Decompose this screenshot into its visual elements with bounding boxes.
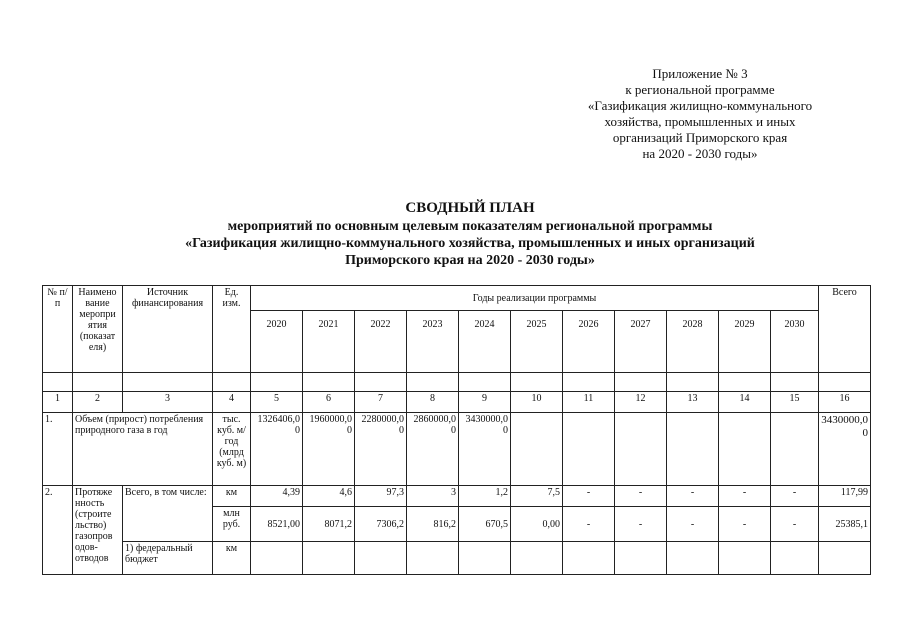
header-year: 2030 bbox=[771, 311, 819, 373]
row-value: - bbox=[563, 507, 615, 542]
appendix-line: хозяйства, промышленных и иных bbox=[604, 114, 796, 129]
row-value: 1960000,00 bbox=[303, 413, 355, 486]
header-year: 2027 bbox=[615, 311, 667, 373]
row-name: Объем (прирост) потребления природного газа в год bbox=[73, 413, 213, 486]
header-year: 2023 bbox=[407, 311, 459, 373]
appendix-line: организаций Приморского края bbox=[612, 130, 788, 145]
header-num: № п/п bbox=[43, 286, 73, 373]
header-name: Наимено вание меропри ятия (показат еля) bbox=[73, 286, 123, 373]
row-unit: тыс. куб. м/ год (млрд куб. м) bbox=[213, 413, 251, 486]
title-line: «Газификация жилищно-коммунального хозяйства, промышленных и иных организаций bbox=[185, 236, 755, 251]
header-year: 2022 bbox=[355, 311, 407, 373]
header-year: 2029 bbox=[719, 311, 771, 373]
row-value bbox=[771, 413, 819, 486]
column-number: 1 bbox=[43, 392, 73, 413]
row-value bbox=[719, 413, 771, 486]
appendix-line: «Газификация жилищно-коммунального bbox=[587, 98, 813, 113]
row-value bbox=[615, 413, 667, 486]
appendix-line: на 2020 - 2030 годы» bbox=[642, 146, 758, 161]
column-number: 4 bbox=[213, 392, 251, 413]
column-number: 3 bbox=[123, 392, 213, 413]
summary-plan-table bbox=[42, 285, 871, 575]
row-total: 25385,1 bbox=[819, 507, 871, 542]
row-value: 4,39 bbox=[251, 486, 303, 507]
column-number: 15 bbox=[771, 392, 819, 413]
column-number: 2 bbox=[73, 392, 123, 413]
row-value: 1326406,00 bbox=[251, 413, 303, 486]
row-source: 1) федеральный бюджет bbox=[123, 542, 213, 575]
row-value: 816,2 bbox=[407, 507, 459, 542]
header-year: 2028 bbox=[667, 311, 719, 373]
spacer-row bbox=[43, 373, 871, 392]
column-number: 10 bbox=[511, 392, 563, 413]
header-unit: Ед. изм. bbox=[213, 286, 251, 373]
row-value: 3430000,00 bbox=[459, 413, 511, 486]
row-value: - bbox=[563, 486, 615, 507]
row-value: 8071,2 bbox=[303, 507, 355, 542]
header-row bbox=[43, 286, 871, 311]
row-value: - bbox=[771, 486, 819, 507]
title-line: мероприятий по основным целевым показателям региональной программы bbox=[227, 219, 713, 234]
row-value: 2860000,00 bbox=[407, 413, 459, 486]
header-total: Всего bbox=[819, 286, 871, 373]
column-number: 12 bbox=[615, 392, 667, 413]
column-number: 14 bbox=[719, 392, 771, 413]
row-num: 2. bbox=[43, 486, 73, 575]
header-year: 2021 bbox=[303, 311, 355, 373]
row-value: - bbox=[615, 486, 667, 507]
header-year: 2026 bbox=[563, 311, 615, 373]
row-value bbox=[511, 413, 563, 486]
column-number: 7 bbox=[355, 392, 407, 413]
appendix-line: Приложение № 3 bbox=[652, 66, 748, 81]
title-line: Приморского края на 2020 - 2030 годы» bbox=[345, 253, 595, 268]
row-value: 7,5 bbox=[511, 486, 563, 507]
row-unit: млн руб. bbox=[213, 507, 251, 542]
row-value: 4,6 bbox=[303, 486, 355, 507]
header-years-group: Годы реализации программы bbox=[251, 286, 819, 311]
table-row bbox=[43, 486, 871, 507]
row-source: Всего, в том числе: bbox=[123, 486, 213, 542]
document-title bbox=[120, 200, 820, 269]
row-value: - bbox=[615, 507, 667, 542]
column-number: 11 bbox=[563, 392, 615, 413]
appendix-header bbox=[560, 66, 840, 162]
column-number: 6 bbox=[303, 392, 355, 413]
column-numbers-row bbox=[43, 392, 871, 413]
row-num: 1. bbox=[43, 413, 73, 486]
title-main: СВОДНЫЙ ПЛАН bbox=[405, 200, 535, 216]
column-number: 16 bbox=[819, 392, 871, 413]
column-number: 9 bbox=[459, 392, 511, 413]
appendix-line: к региональной программе bbox=[625, 82, 775, 97]
row-unit: км bbox=[213, 486, 251, 507]
row-value: - bbox=[719, 486, 771, 507]
header-year: 2024 bbox=[459, 311, 511, 373]
column-number: 5 bbox=[251, 392, 303, 413]
table-row bbox=[43, 542, 871, 575]
table-row bbox=[43, 413, 871, 486]
row-value: - bbox=[719, 507, 771, 542]
row-value: - bbox=[771, 507, 819, 542]
row-value: - bbox=[667, 507, 719, 542]
header-year: 2025 bbox=[511, 311, 563, 373]
header-source: Источник финансирования bbox=[123, 286, 213, 373]
row-unit: км bbox=[213, 542, 251, 575]
row-value: 1,2 bbox=[459, 486, 511, 507]
row-value: 97,3 bbox=[355, 486, 407, 507]
row-value bbox=[563, 413, 615, 486]
header-year: 2020 bbox=[251, 311, 303, 373]
row-total: 117,99 bbox=[819, 486, 871, 507]
row-value: 3 bbox=[407, 486, 459, 507]
column-number: 8 bbox=[407, 392, 459, 413]
row-value: 8521,00 bbox=[251, 507, 303, 542]
row-value bbox=[667, 413, 719, 486]
row-value: 0,00 bbox=[511, 507, 563, 542]
row-value: 670,5 bbox=[459, 507, 511, 542]
row-value: - bbox=[667, 486, 719, 507]
row-name: Протяже нность (строите льство) газопров одов-отводов bbox=[73, 486, 123, 575]
row-value: 7306,2 bbox=[355, 507, 407, 542]
row-total: 3430000,00 bbox=[819, 413, 871, 486]
row-value: 2280000,00 bbox=[355, 413, 407, 486]
column-number: 13 bbox=[667, 392, 719, 413]
